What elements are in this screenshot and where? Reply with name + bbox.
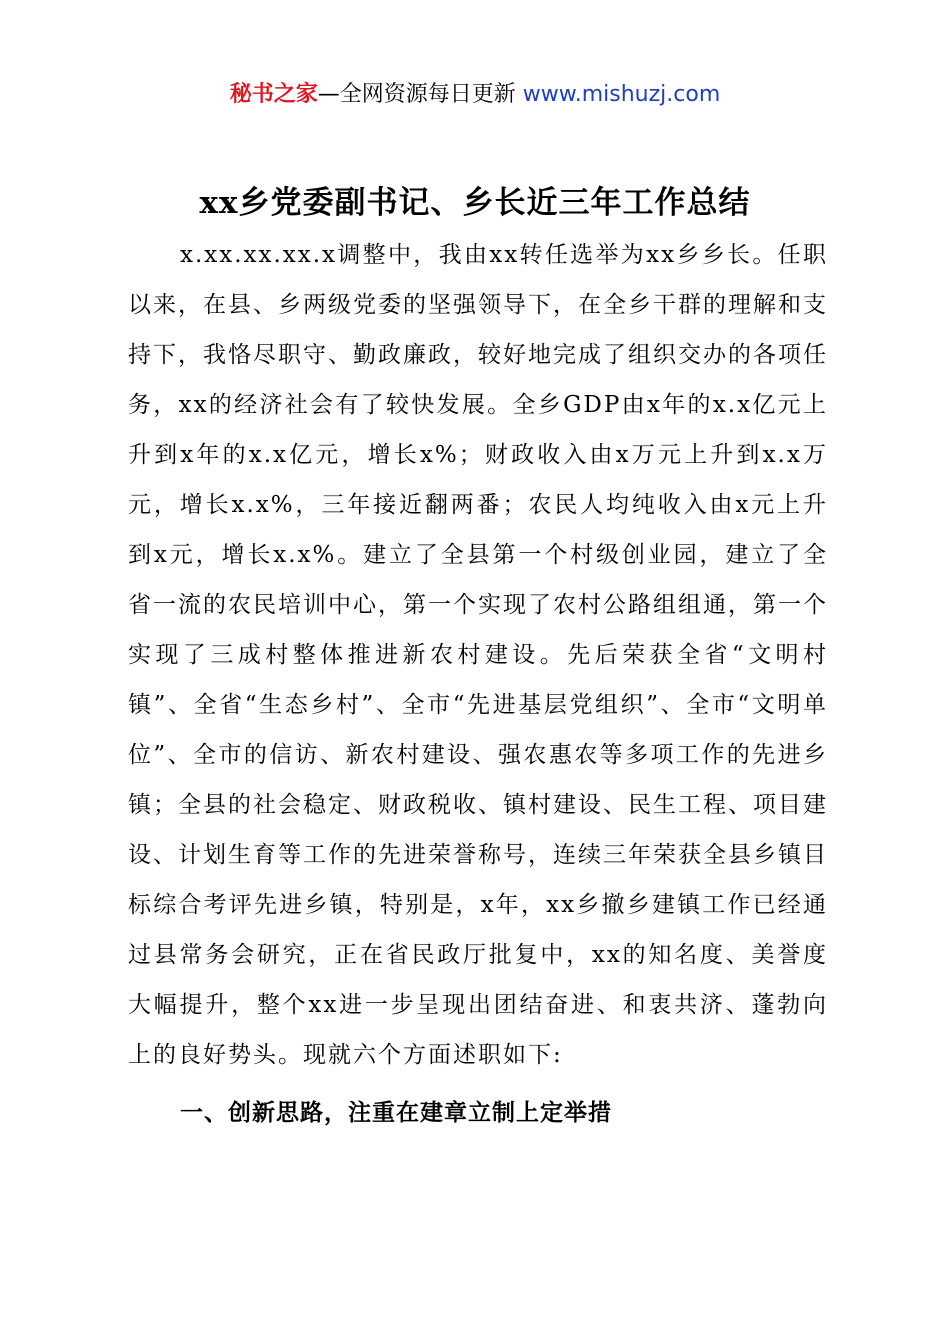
section-heading: 一、创新思路，注重在建章立制上定举措 <box>180 1100 612 1126</box>
site-header <box>0 78 950 112</box>
site-brand: 秘书之家 <box>229 82 318 107</box>
intro-paragraph: x.xx.xx.xx.x调整中，我由xx转任选举为xx乡乡长。任职以来，在县、乡两级党委的坚强领导下，在全乡干群的理解和支持下，我恪尽职守、勤政廉政，较好地完成了组织交办的各项任务，xx的经济社会有了较快发展。全乡GDP由x年的x.x亿元上升到x年的x.x亿元，增长x%；财政收入由x万元上升到x.x万元，增长x.x%，三年接近翻两番；农民人均纯收入由x元上升到x元，增长x.x%。建立了全县第一个村级创业园，建立了全省一流的农民培训中心，第一个实现了农村公路组组通，第一个实现了三成村整体推进新农村建设。先后荣获全省“文明村镇”、全省“生态乡村”、全市“先进基层党组织”、全市“文明单位”、全市的信访、新农村建设、强农惠农等多项工作的先进乡镇；全县的社会稳定、财政税收、镇村建设、民生工程、项目建设、计划生育等工作的先进荣誉称号，连续三年荣获全县乡镇目标综合考评先进乡镇，特别是，x年，xx乡撤乡建镇工作已经通过县常务会研究，正在省民政厅批复中，xx的知名度、美誉度大幅提升，整个xx进一步呈现出团结奋进、和衷共济、蓬勃向上的良好势头。现就六个方面述职如下: <box>128 242 828 1068</box>
document-title: xx乡党委副书记、乡长近三年工作总结 <box>199 185 751 221</box>
document-body <box>128 230 828 1138</box>
site-tagline: —全网资源每日更新 <box>317 82 523 107</box>
site-url-link[interactable]: www.mishuzj.com <box>522 82 721 107</box>
